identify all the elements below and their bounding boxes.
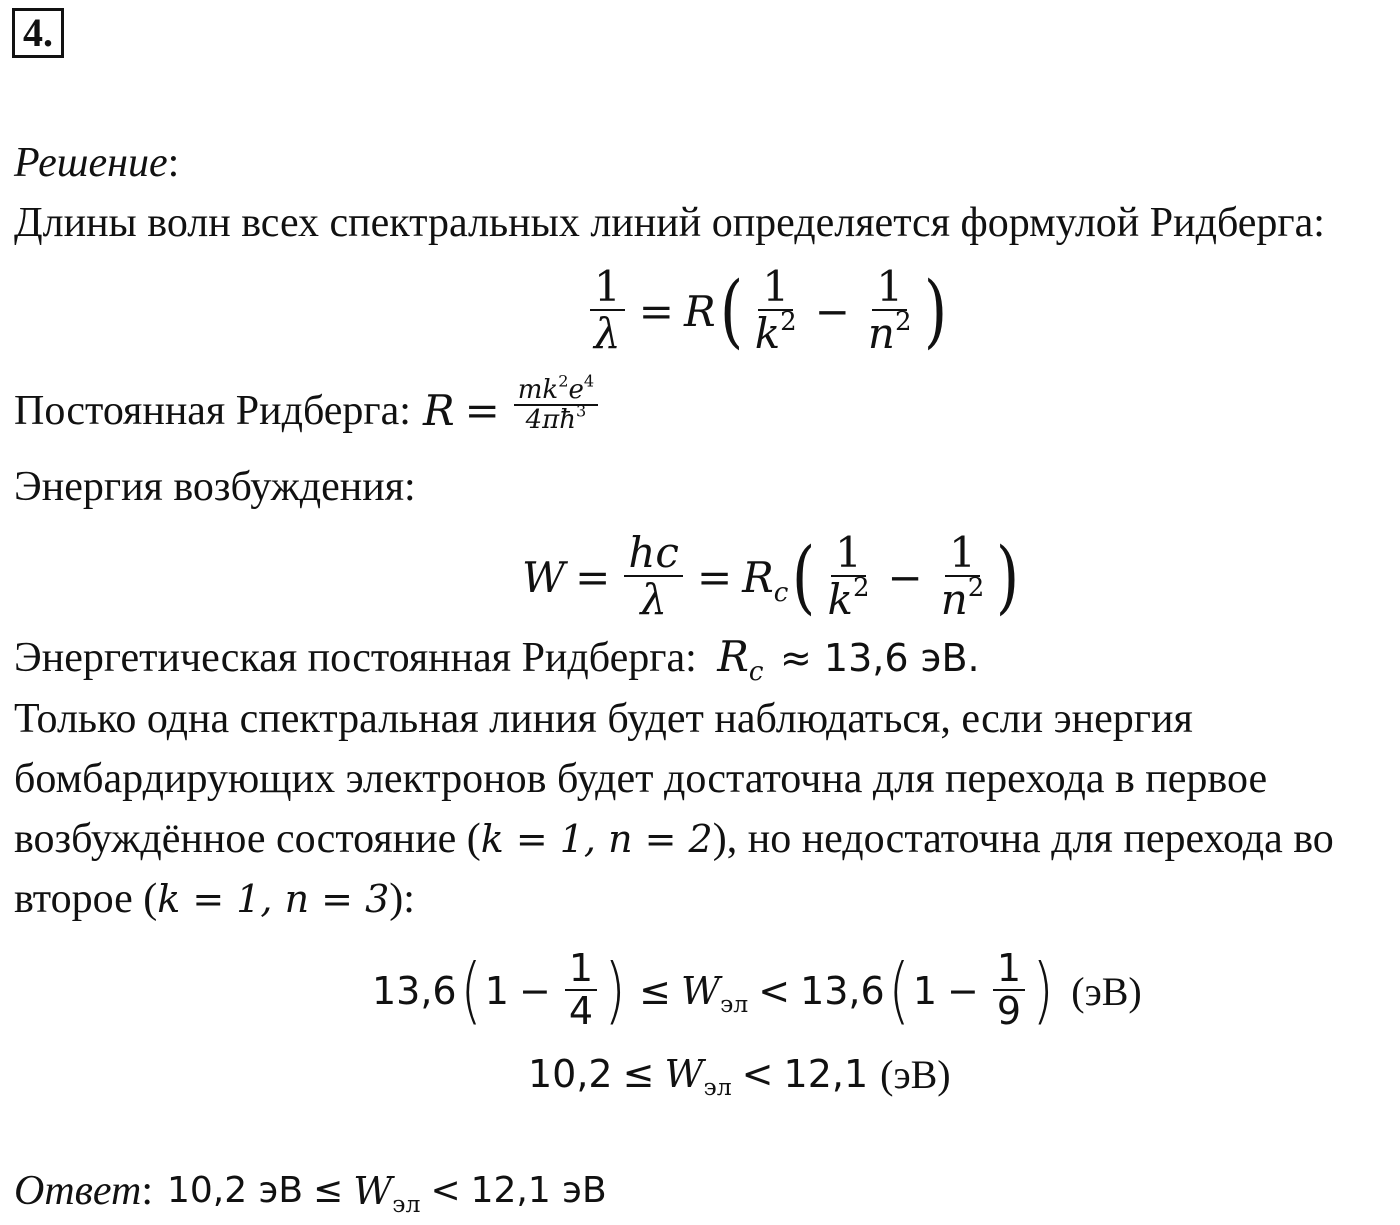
- paragraph-line-3: [14, 814, 1334, 864]
- answer-colon: :: [141, 1168, 153, 1214]
- answer-label: Ответ: [14, 1168, 142, 1214]
- answer-line: [14, 1166, 607, 1219]
- w-el-symbol: $W_{эл}$: [664, 1052, 732, 1102]
- quarter-fraction: $\frac{1}{4}$: [565, 949, 597, 1033]
- left-paren: (: [792, 530, 816, 624]
- lt-sign: <: [758, 969, 791, 1013]
- paragraph-line-3-start: возбуждённое состояние (: [14, 816, 481, 862]
- left-paren: (: [460, 948, 482, 1033]
- right-paren: ): [604, 948, 626, 1033]
- answer-left-value: 10,2 эВ: [166, 1170, 304, 1211]
- equals-sign: =: [575, 552, 611, 602]
- rydberg-constant-symbol: R: [422, 386, 455, 435]
- rc-symbol: $R_c$: [717, 632, 764, 688]
- k-term-fraction: $\frac{1}{k^2}$: [754, 261, 797, 358]
- solution-colon: :: [167, 140, 180, 186]
- right-paren: ): [996, 530, 1020, 624]
- solution-heading: [14, 138, 179, 188]
- inequality-1: [372, 936, 1142, 1046]
- ninth-fraction: $\frac{1}{9}$: [993, 949, 1025, 1033]
- rydberg-constant-line: [14, 371, 602, 436]
- first-excited-condition: k = 1, n = 2: [480, 817, 713, 861]
- rc-symbol: $R_c$: [742, 552, 789, 608]
- right-paren: ): [1032, 948, 1054, 1033]
- ineq1-left-value: 13,6: [372, 969, 457, 1013]
- excitation-energy-label: Энергия возбуждения:: [14, 464, 416, 510]
- solution-label: Решение: [14, 140, 168, 186]
- k-term-fraction: $\frac{1}{k^2}$: [827, 527, 870, 624]
- right-paren: ): [923, 264, 947, 358]
- energy-constant-value: ≈ 13,6 эВ.: [780, 636, 980, 680]
- equals-sign: =: [638, 286, 674, 336]
- ineq2-right-value: 12,1: [783, 1052, 869, 1096]
- paragraph-line-4-end: ):: [389, 876, 415, 922]
- rydberg-constant-label: Постоянная Ридберга:: [14, 388, 411, 434]
- one: 1: [912, 969, 938, 1013]
- problem-number: 4.: [12, 8, 64, 58]
- paragraph-line-4-start: второе (: [14, 876, 158, 922]
- lt-sign: <: [741, 1052, 774, 1096]
- n-term-fraction: $\frac{1}{n^2}$: [867, 261, 912, 358]
- answer-right-value: 12,1 эВ: [470, 1170, 607, 1211]
- w-el-symbol: $W_{эл}$: [681, 969, 749, 1019]
- one: 1: [484, 969, 509, 1013]
- ineq1-right-value: 13,6: [800, 969, 885, 1013]
- left-paren: (: [719, 264, 743, 358]
- paragraph-line-4: [14, 874, 415, 924]
- le-sign: ≤: [622, 1052, 655, 1096]
- energy-constant-label: Энергетическая постоянная Ридберга:: [14, 635, 697, 681]
- minus-sign: −: [947, 969, 979, 1013]
- lt-sign: <: [430, 1170, 461, 1211]
- excitation-energy-formula: [522, 522, 1024, 632]
- w-el-symbol: $W_{эл}$: [353, 1169, 421, 1219]
- paragraph-line-3-end: ), но недостаточна для перехода во: [712, 816, 1334, 862]
- energy-constant-line: [14, 632, 980, 688]
- equals-sign: =: [464, 386, 500, 435]
- unit-ev: (эВ): [880, 1051, 951, 1097]
- minus-sign: −: [814, 286, 850, 336]
- le-sign: ≤: [313, 1170, 344, 1211]
- hc-over-lambda-fraction: $\frac{hc}{\lambda}$: [624, 531, 683, 623]
- inverse-lambda-fraction: $\frac{1}{\lambda}$: [590, 265, 625, 357]
- le-sign: ≤: [639, 969, 672, 1013]
- rydberg-formula: [586, 256, 951, 366]
- n-term-fraction: $\frac{1}{n^2}$: [940, 527, 985, 624]
- minus-sign: −: [518, 969, 551, 1013]
- paragraph-line-2: бомбардирующих электронов будет достаточна для перехода в первое: [14, 756, 1268, 802]
- second-excited-condition: k = 1, n = 3: [157, 877, 390, 921]
- minus-sign: −: [887, 552, 923, 602]
- unit-ev: (эВ): [1071, 968, 1142, 1014]
- rydberg-intro-text: Длины волн всех спектральных линий определяется формулой Ридберга:: [14, 200, 1325, 246]
- equals-sign: =: [696, 552, 733, 602]
- ineq2-left-value: 10,2: [528, 1052, 613, 1096]
- inequality-2: [528, 1046, 951, 1102]
- energy-symbol: W: [522, 552, 566, 602]
- left-paren: (: [888, 948, 910, 1033]
- paragraph-line-1: Только одна спектральная линия будет наблюдаться, если энергия: [14, 696, 1193, 742]
- rydberg-constant-fraction: $\frac{mk^2e^4}{4\pi ħ^3}$: [514, 377, 598, 435]
- rydberg-symbol: R: [683, 286, 716, 336]
